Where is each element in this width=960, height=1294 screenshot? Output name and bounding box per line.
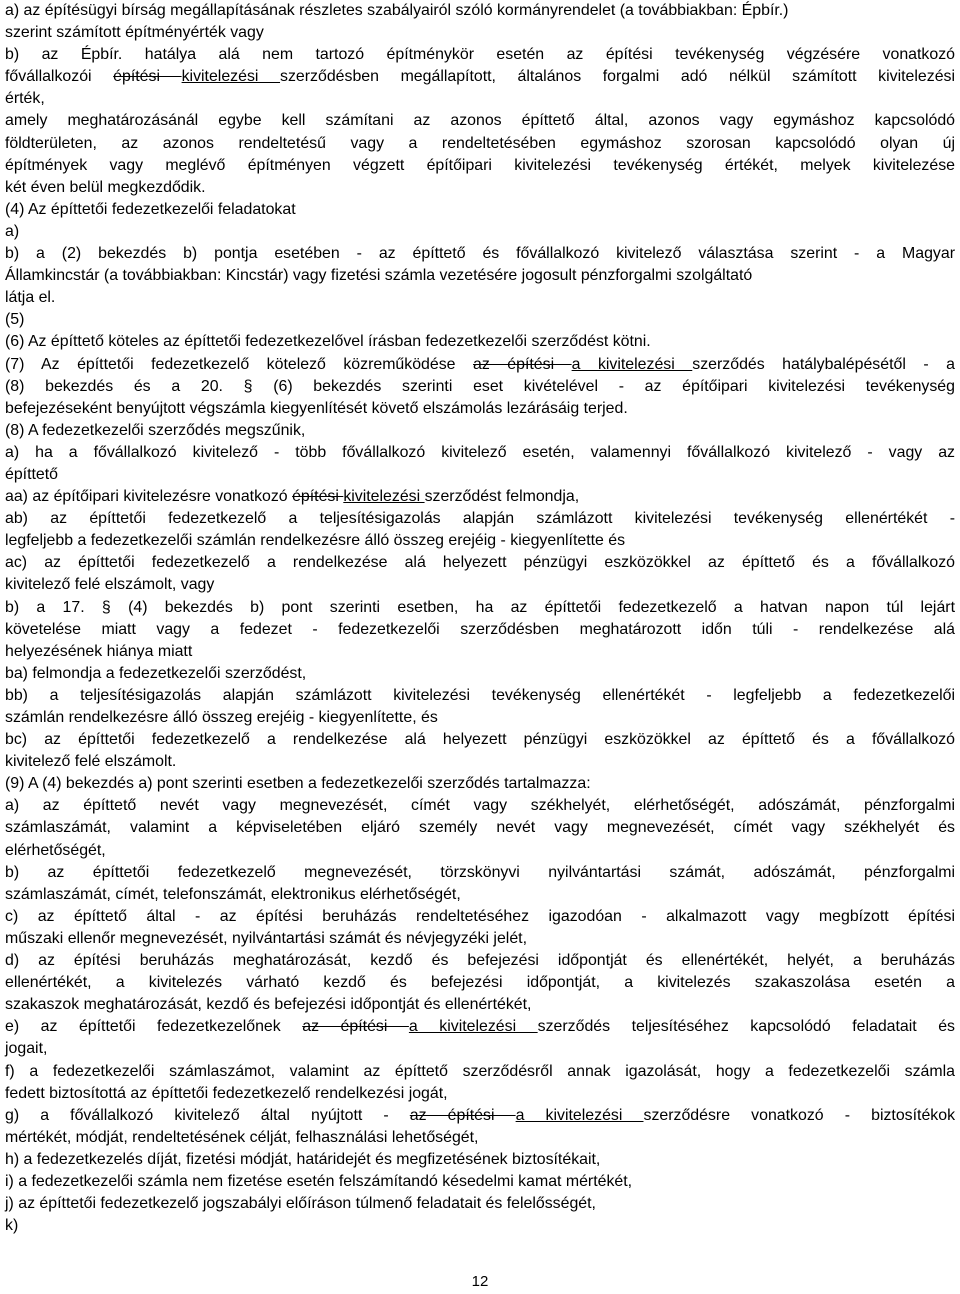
text-line: b) az Épbír. hatálya alá nem tartozó építménykör esetén az építési tevékenység végzésére vonatkozó [5, 46, 955, 64]
text-line: (9) A (4) bekezdés a) pont szerinti esetben a fedezetkezelői szerződés tartalmazza: [5, 775, 591, 793]
text-line [5, 486, 955, 508]
text-line: amely meghatározásánál egybe kell számítani az azonos építtető által, azonos vagy egymáshoz kapcsolódó [5, 112, 955, 130]
text-line: ba) felmondja a fedezetkezelői szerződést, [5, 664, 307, 682]
text-line: i) a fedezetkezelői számla nem fizetése esetén felszámítandó késedelmi kamat mértékét, [5, 1172, 633, 1190]
deleted-text: az építési [409, 1106, 516, 1124]
text-line: kivitelező felé elszámolt, vagy [5, 576, 215, 594]
text-line: befejezéseként benyújtott végszámla kiegyenlítését követő elszámolás lezárásáig terjed. [5, 399, 628, 417]
text-segment: g) a fővállalkozó kivitelező által nyújtott - [5, 1106, 410, 1124]
text-line: fedett biztosítottá az építtetői fedezetkezelő rendelkezési jogát, [5, 1084, 448, 1102]
inserted-text: kivitelezési [343, 488, 425, 506]
text-line: jogait, [5, 1040, 48, 1058]
text-segment: (7) Az építtetői fedezetkezelő kötelező közreműködése [5, 355, 474, 373]
text-segment: szerződésben megállapított, általános forgalmi adó nélkül számított kivitelezési [280, 68, 956, 86]
text-line [5, 354, 955, 376]
text-line: j) az építtetői fedezetkezelő jogszabályi előíráson túlmenő feladatait és felelősségét, [5, 1195, 596, 1213]
text-line: Államkincstár (a továbbiakban: Kincstár) vagy fizetési számla vezetésére jogosult pénzforgalmi szolgáltató [5, 267, 753, 285]
inserted-text: a kivitelezési [408, 1018, 538, 1036]
deleted-text: építési [292, 488, 344, 506]
text-line: c) az építtető által - az építési beruházás rendeltetéséhez igazodóan - alkalmazott vagy megbízott építési [5, 907, 955, 925]
text-line: ellenértékét, a kivitelezés várható kezdő és befejezési időpontját, a kivitelezés szakaszolása esetén a [5, 974, 955, 992]
text-line: követelése miatt vagy a fedezet - fedezetkezelői szerződésben meghatározott időn túli - rendelkezése alá [5, 620, 955, 638]
text-line: h) a fedezetkezelés díját, fizetési módját, határidejét és megfizetésének biztosítékait, [5, 1150, 601, 1168]
text-line: földterületen, az azonos rendeltetésű vagy a rendeltetésében egymáshoz szorosan kapcsolódó olyan új [5, 134, 955, 152]
text-line: (5) [5, 311, 25, 329]
text-line: műszaki ellenőr megnevezését, nyilvántartási számát és névjegyzéki jelét, [5, 929, 527, 947]
text-line: d) az építési beruházás meghatározását, kezdő és befejezési időpontját és ellenértékét, helyét, a beruházás [5, 952, 955, 970]
inserted-text: a kivitelezési [571, 355, 693, 373]
text-line: elérhetőségét, [5, 841, 106, 859]
text-line: mértékét, módját, rendeltetésének célját, felhasználási lehetőségét, [5, 1128, 479, 1146]
text-line: érték, [5, 90, 45, 108]
text-line: ac) az építtetői fedezetkezelő a rendelkezése alá helyezett pénzügyi eszközökkel az építtető és a fővállalkozó [5, 554, 955, 572]
text-line: a) az építtető nevét vagy megnevezését, címét vagy székhelyét, elérhetőségét, adószámát, pénzforgalmi [5, 797, 955, 815]
deleted-text: az építési [302, 1018, 409, 1036]
text-line: bc) az építtetői fedezetkezelő a rendelkezése alá helyezett pénzügyi eszközökkel az építtető és a fővállalkozó [5, 731, 955, 749]
text-segment: aa) az építőipari kivitelezésre vonatkozó [5, 488, 293, 506]
deleted-text: az építési [473, 355, 572, 373]
text-line: b) a (2) bekezdés b) pontja esetében - az építtető és fővállalkozó kivitelező választása szerint - a Magyar [5, 245, 955, 263]
text-line: két éven belül megkezdődik. [5, 178, 206, 196]
inserted-text: kivitelezési [181, 68, 281, 86]
text-line: (4) Az építtetői fedezetkezelői feladatokat [5, 200, 296, 218]
text-line: szerint számított építményérték vagy [5, 24, 264, 42]
text-line: f) a fedezetkezelői számlaszámot, valamint az építtető szerződésről annak igazolását, hogy a fedezetkezelői számla [5, 1062, 955, 1080]
text-line: (6) Az építtető köteles az építtetői fedezetkezelővel írásban fedezetkezelői szerződést kötni. [5, 333, 651, 351]
text-line: számlaszámát, valamint a képviseletében eljáró személy nevét vagy megnevezését, címét vagy székhelyét és [5, 819, 955, 837]
text-line: (8) A fedezetkezelői szerződés megszűnik, [5, 421, 306, 439]
text-line: k) [5, 1217, 19, 1235]
text-line: a) [5, 222, 20, 240]
text-line: látja el. [5, 289, 56, 307]
text-segment: szerződés hatálybalépésétől - a [692, 355, 955, 373]
text-line: ab) az építtetői fedezetkezelő a teljesítésigazolás alapján számlázott kivitelezési tevékenység ellenértékét - [5, 510, 955, 528]
text-line: (8) bekezdés és a 20. § (6) bekezdés szerinti eset kivételével - az építőipari kivitelezési tevékenység [5, 377, 955, 395]
text-line: számlaszámát, címét, telefonszámát, elektronikus elérhetőségét, [5, 885, 461, 903]
text-segment: fővállalkozói [5, 68, 114, 86]
text-line: szakaszok meghatározását, kezdő és befejezési időpontját és ellenértékét, [5, 996, 532, 1014]
text-line: építtető [5, 465, 59, 483]
text-line: számlán rendelkezésre álló összeg erejéig - kiegyenlítette, és [5, 709, 438, 726]
text-line: bb) a teljesítésigazolás alapján számlázott kivitelezési tevékenység ellenértékét - legfeljebb a fedezetkezelői [5, 686, 955, 704]
deleted-text: építési [113, 68, 182, 86]
page-number: 12 [471, 1273, 489, 1290]
text-segment: szerződést felmondja, [424, 488, 580, 506]
text-line [5, 1105, 955, 1127]
text-line: építmények vagy meglévő építményen végzett építőipari kivitelezési tevékenység értékét, melyek kivitelezése [5, 156, 955, 174]
text-segment: e) az építtetői fedezetkezelőnek [5, 1018, 303, 1036]
text-segment: szerződésre vonatkozó - biztosítékok [643, 1106, 956, 1124]
text-segment: szerződés teljesítéséhez kapcsolódó feladatait és [537, 1018, 956, 1036]
text-line: a) az építésügyi bírság megállapításának részletes szabályairól szóló kormányrendelet (a továbbiakban: Épbír.) [5, 2, 789, 19]
text-line [5, 1016, 955, 1038]
text-line [5, 66, 955, 88]
text-line: legfeljebb a fedezetkezelői számlán rendelkezésre álló összeg erejéig - kiegyenlítette és [5, 532, 626, 550]
text-line: a) ha a fővállalkozó kivitelező - több fővállalkozó kivitelező esetén, valamennyi fővállalkozó kivitelező - vagy az [5, 443, 955, 461]
text-line: b) a 17. § (4) bekezdés b) pont szerinti esetben, ha az építtetői fedezetkezelő a hatvan napon túl lejárt [5, 598, 955, 616]
inserted-text: a kivitelezési [515, 1106, 644, 1124]
text-line: b) az építtetői fedezetkezelő megnevezését, törzskönyvi nyilvántartási számát, adószámát, pénzforgalmi [5, 863, 955, 881]
document-body [5, 0, 955, 1237]
text-line: helyezésének hiánya miatt [5, 642, 193, 660]
text-line: kivitelező felé elszámolt. [5, 753, 177, 771]
